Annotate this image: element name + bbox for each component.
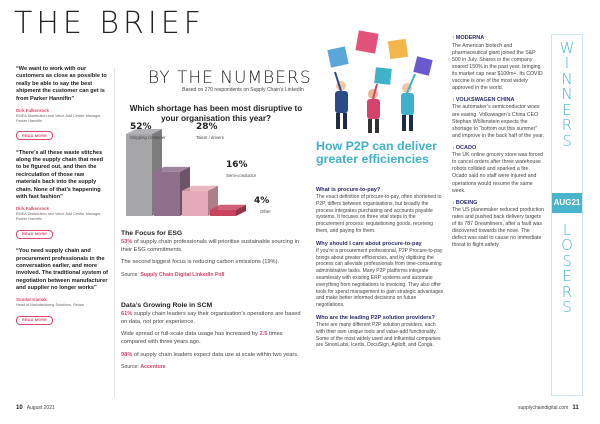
quote-role: EMEA Distribution and Value Add Center Manager, Parker Hannifin [16,113,102,123]
arrow-up-icon: ↑ [452,35,455,41]
p2p-question: Who are the leading P2P solution providers? [316,314,435,321]
arrow-down-icon: ↓ [452,144,455,151]
read-more-button[interactable]: READ MORE [16,230,53,239]
esg-highlight: 53% [121,239,133,245]
vertical-letter: L [562,221,572,239]
column-divider [114,68,115,398]
esg-source [121,272,301,278]
quote-author: Dirk Falkenrock [16,107,49,113]
scm-source [121,364,301,370]
bar-category-label: Semi-conductor [226,173,257,178]
vertical-letter: S [562,131,572,150]
bar-value-label: 16% [226,160,248,170]
company-heading [452,97,544,103]
company-text: The American biotech and pharmaceutical giant joined the S&P 500 in July. Shares in the company soared 150% in the past year, bringing its market cap near $100m+. Its COVID vaccine is one of the most widely approved in the world. [452,42,543,91]
company-name: OCADO [455,144,477,151]
p2p-title: How P2P can deliver greater efficiencies [316,139,437,167]
winner-item [452,35,544,92]
scm-text: times compared with three years ago. [121,331,283,346]
footer-right [518,405,579,411]
people-cubes-illustration [315,28,441,136]
esg-text: of supply chain professionals will prioritise sustainable sourcing in their ESG commitments. [121,239,299,253]
quotes-column [16,66,108,334]
scm-paragraph [121,311,301,326]
quote-text: “There’s all these waste stitches along the supply chain that need to be figured out, and then the recirculation of those raw materials back into the supply chain. None of that’s happening with fast fashion” [16,149,104,200]
vertical-letter: E [562,267,572,286]
esg-heading: The Focus for ESG [121,230,183,237]
p2p-illustration [315,28,441,136]
scm-highlight: 2.5 [259,331,268,338]
winners-vertical-label [552,41,582,149]
scm-highlight: 61% [121,311,133,317]
p2p-body [316,187,444,355]
site-url[interactable]: supplychaindigital.com [518,405,569,411]
p2p-answer: If you’re a procurement professional, P2P Procure-to-pay brings about greater efficiencies, and by digitising the process can alleviate professionals from time-consuming administrative tasks. Many P2P platforms integrate seamlessly with existing ERP systems and automate everything from negotiations to invoicing. They also offer tools for spend management to gain strategic advantages and make better informed decisions on future negotiations. [316,247,444,309]
scm-block [121,302,301,370]
footer-left [16,405,55,411]
scm-heading: Data’s Growing Role in SCM [121,302,213,309]
p2p-question: What is procure-to-pay? [316,187,381,193]
vertical-letter: I [564,54,570,73]
quote-role: Head of Manufacturing Solutions, Relais [16,303,84,308]
issue-date-badge [552,193,582,213]
loser-item [452,200,544,250]
quote-text: “We want to work with our customers as close as possible to really be able to say the best shipment the customer can get is from Parker Hannifin” [16,66,107,102]
company-name: VOLKSWAGEN CHINA [455,96,515,103]
vertical-letter: R [561,116,573,135]
vertical-letter: N [561,69,573,88]
company-text: The automaker’s semiconductor woes are easing. Volkswagen’s China CEO Stephan Wöllenstein expects the shortage to “bottom out this summer” and improve in the back half of the year. [452,104,544,139]
esg-paragraph [121,239,301,254]
esg-source-link[interactable]: Supply Chain Digital LinkedIn Poll [140,272,225,279]
vertical-letter: O [561,236,573,255]
company-heading [452,145,544,151]
quote-3 [16,248,108,326]
issue-year: 21 [571,198,581,207]
quote-author: Dirk Falkenrock [16,206,49,212]
shortage-chart [120,120,295,225]
company-name: BOEING [455,199,478,206]
arrow-down-icon: ↓ [452,199,455,206]
bar-category-label: Other [260,209,271,214]
scm-paragraph-3 [121,352,301,360]
scm-source-link[interactable]: Accenture [140,364,166,371]
company-heading [452,35,544,41]
company-heading [452,200,544,206]
p2p-answer: The exact definition of procure-to-pay, often shortened to P2P, differs between organisations, but broadly the process integrates purchasing and accounts payable systems. It focuses on three vital steps in the procurement process: requisitioning goods, receiving them, and paying for them. [316,194,442,234]
esg-paragraph-2: The second biggest focus is reducing carbon emissions (19%). [121,259,280,266]
read-more-button[interactable]: READ MORE [16,131,53,140]
vertical-letter: E [562,100,572,119]
vertical-letter: S [562,251,572,270]
winners-losers-sidebar [551,34,583,396]
losers-vertical-label [552,223,582,316]
bar-category-label: Talent / drivers [196,135,224,140]
arrow-up-icon: ↑ [452,96,455,103]
read-more-button[interactable]: READ MORE [16,316,53,325]
loser-item [452,145,544,195]
source-label: Source: [121,272,141,279]
company-text: The US planemaker reduced production rates and pushed back delivery targets of its 787 Dreamliners, after a fault was discovered towards the nose. The defect was said to cause no immediate threat to flight safety. [452,207,544,249]
page-number: 11 [572,405,579,411]
bar-category-label: Shipping container [130,135,166,140]
winner-item [452,97,544,140]
numbers-title: BY THE NUMBERS [148,68,312,88]
source-label: Source: [121,364,141,371]
vertical-letter: S [562,298,572,317]
winners-losers-column [452,35,544,255]
esg-block [121,230,301,278]
bar-value-label: 52% [130,122,152,132]
quote-2 [16,150,108,240]
p2p-answer: There are many different P2P solution providers, each with their own unique tools and value-add functionality. Some of the most widely used and influential companies are SinonLabs, Icertis, DocuSign, Agiloft, and Conga. [316,321,441,349]
vertical-letter: R [561,282,573,301]
issue-date: August 2021 [26,405,55,411]
issue-month: AUG [553,198,572,207]
quote-author: Sundar Kamak [16,297,47,303]
quote-text: “You need supply chain and procurement professionals in the conversation earlier, and more involved. The traditional system of negotiation between manufacturer and supplier no longer works” [16,248,109,292]
scm-highlight: 98% [121,351,133,358]
quote-role: EMEA Distribution and Value Add Center Manager, Parker Hannifin [16,212,102,222]
scm-paragraph-2 [121,331,301,346]
scm-text: of supply chain leaders expect data use at scale within two years. [132,351,299,358]
page-title: THE BRIEF [14,6,205,41]
scm-text: Wide spread or full-scale data usage has increased by [121,331,260,338]
page-number: 10 [16,405,23,411]
bar-value-label: 28% [196,122,218,132]
scm-text: supply chain leaders say their organisation’s operations are based on data, not prior experience. [121,311,301,325]
bar-value-label: 4% [254,196,270,206]
survey-question: Which shortage has been most disruptive to your organisation this year? [129,104,303,123]
numbers-subtitle: Based on 270 respondents on Supply Chain’s LinkedIn [182,87,304,93]
quote-1 [16,66,108,142]
company-text: The UK online grocery store was forced to cancel orders after three warehouse robots collided and sparked a fire. Ocado said no staff were injured and operations would resume the same week. [452,152,544,194]
p2p-question: Why should I care about procure-to-pay [316,240,422,247]
company-name: MODERNA [455,35,485,41]
vertical-letter: N [561,85,573,104]
vertical-letter: W [559,39,575,57]
